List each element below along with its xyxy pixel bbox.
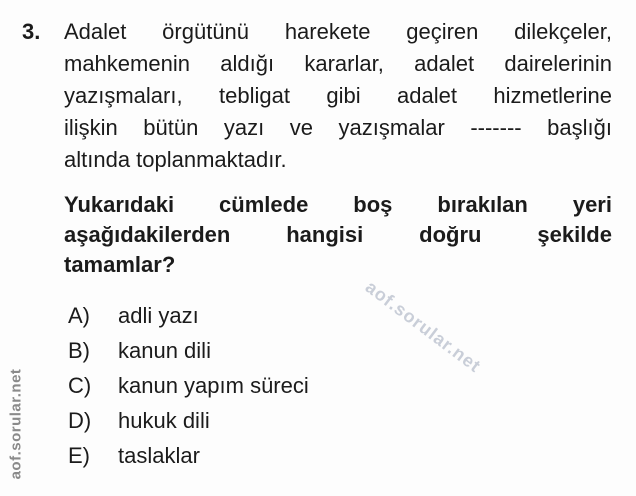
option-e (68, 438, 588, 473)
option-text: kanun yapım süreci (118, 372, 309, 398)
option-text: kanun dili (118, 337, 211, 363)
option-letter: C) (68, 372, 92, 398)
question-stem (64, 190, 612, 280)
question-line: mahkemenin aldığı kararlar, adalet dairelerinin (64, 51, 612, 76)
question-number: 3. (22, 19, 41, 44)
option-a (68, 298, 588, 333)
question-line: yazışmaları, tebligat gibi adalet hizmetlerine (64, 83, 612, 108)
watermark-vertical: aof.sorular.net (7, 368, 25, 480)
stem-line: aşağıdakilerden hangisi doğru şekilde (64, 222, 612, 247)
option-letter: D) (68, 407, 92, 433)
watermark-diagonal: aof.sorular.net (361, 276, 485, 377)
stem-line: tamamlar? (64, 252, 176, 277)
option-d (68, 403, 588, 438)
option-letter: A) (68, 302, 90, 328)
question-line: Adalet örgütünü harekete geçiren dilekçeler, (64, 19, 612, 44)
question-line: altında toplanmaktadır. (64, 147, 287, 172)
question-text (64, 16, 612, 176)
option-text: adli yazı (118, 302, 199, 328)
option-letter: B) (68, 337, 90, 363)
question-line: ilişkin bütün yazı ve yazışmalar ------- başlığı (64, 115, 612, 140)
option-letter: E) (68, 442, 90, 468)
option-text: taslaklar (118, 442, 200, 468)
option-c (68, 368, 588, 403)
stem-line: Yukarıdaki cümlede boş bırakılan yeri (64, 192, 612, 217)
option-b (68, 333, 588, 368)
option-text: hukuk dili (118, 407, 210, 433)
options-list (68, 298, 588, 473)
